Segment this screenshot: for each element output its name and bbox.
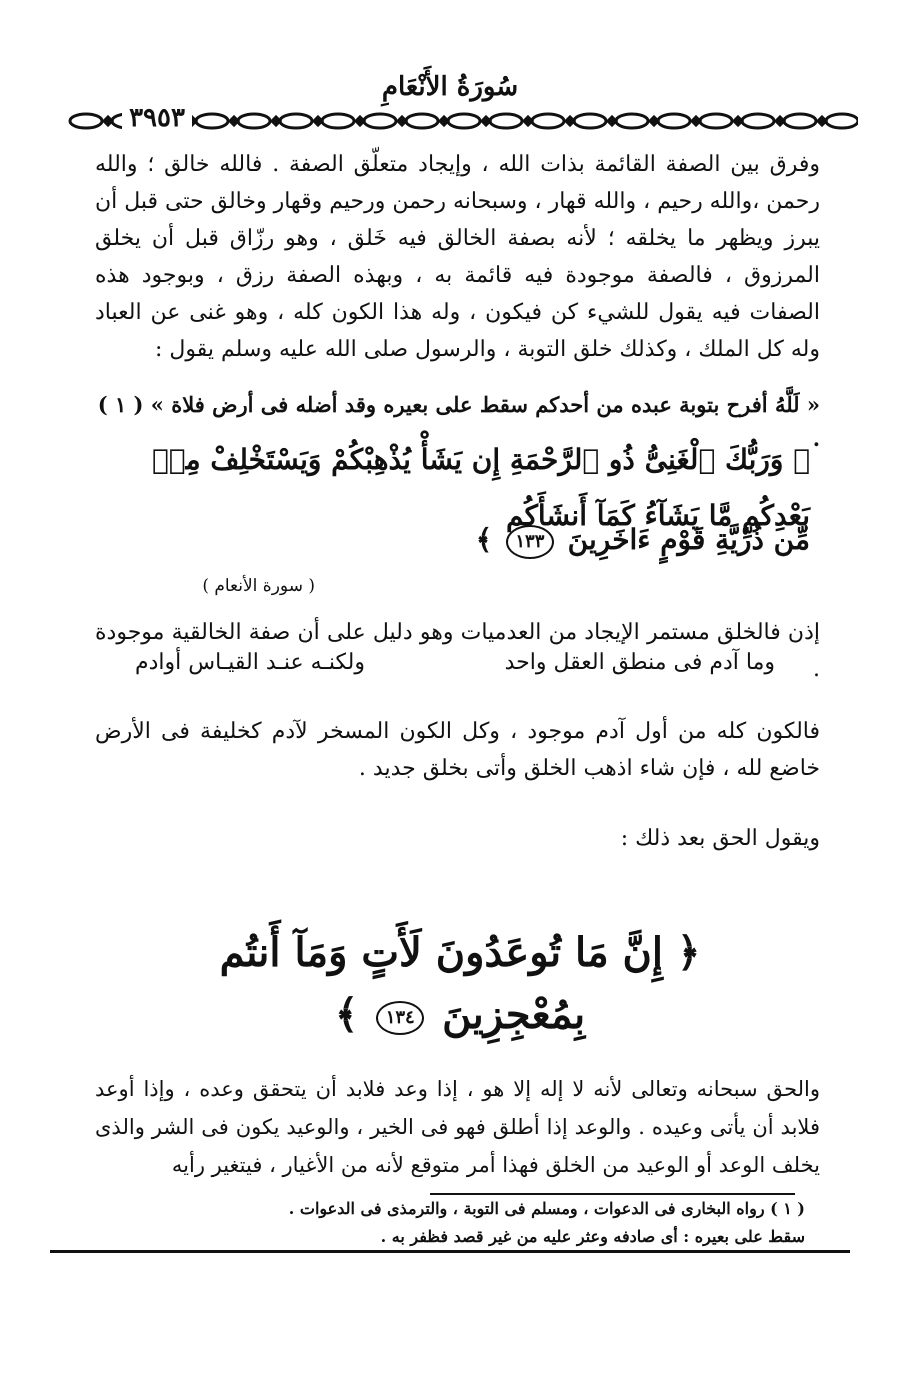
poem-hemistich-right: وما آدم فى منطق العقل واحد: [504, 650, 775, 675]
verse-133-line-2: [85, 512, 810, 568]
paragraph-1-text: وفرق بين الصفة القائمة بذات الله ، وإيجاد متعلّق الصفة . فالله خالق ؛ والله رحمن ،والله رحيم ، والله قهار ، وسبحانه رحمن ورحيم وقهار وخالق حتى قبل أن يبرز ويظهر ما يخلقه ؛ لأنه بصفة الخالق فيه خَلق ، وهو رزّاق قبل أن يخلق المرزوق ، فالصفة موجودة فيه قائمة به ، وبهذه الصفة رزق ، وبوجود هذه الصفات فيه يقول للشيء كن فيكون ، وله هذا الكون كله ، وهو غنى عن العباد وله كل الملك ، وكذلك خلق التوبة ، والرسول صلى الله عليه وسلم يقول :: [94, 152, 820, 362]
paragraph-3: [95, 713, 820, 787]
verse-134-line-1: ﴿ إِنَّ مَا تُوعَدُونَ لَأَتٍ وَمَآ أَنتُم: [219, 929, 701, 976]
poem-verse: [135, 650, 775, 675]
footnote-1: ( ١ ) رواه البخارى فى الدعوات ، ومسلم فى التوبة ، والترمذى فى الدعوات .: [288, 1199, 805, 1218]
paragraph-2-text: إذن فالخلق مستمر الإيجاد من العدميات وهو دليل على أن صفة الخالقية موجودة .: [95, 620, 820, 682]
paragraph-5: [95, 1070, 820, 1184]
verse-134-line-2: [150, 980, 770, 1050]
hadith-quote: « لَلَّهُ أفرح بتوبة عبده من أحدكم سقط على بعيره وقد أضله فى أرض فلاة » ( ١ ) .: [97, 392, 820, 451]
paragraph-3-text: فالكون كله من أول آدم موجود ، وكل الكون المسخر لآدم كخليفة فى الأرض خاضع لله ، فإن شاء اذهب الخلق وأتى بخلق جديد .: [95, 719, 820, 781]
page-number: ٣٩٥٣: [122, 98, 192, 138]
verse-133-text: مِّن ذُرِّيَّةِ قَوْمٍ ءَاخَرِينَ: [567, 523, 810, 556]
surah-title: سُورَةُ الأَنْعَامِ: [381, 72, 519, 102]
paragraph-1: [95, 146, 820, 368]
paragraph-4: [95, 820, 820, 857]
paragraph-4-text: ويقول الحق بعد ذلك :: [620, 826, 820, 851]
paragraph-5-text: والحق سبحانه وتعالى لأنه لا إله إلا هو ، إذا وعد فلابد أن يتحقق وعده ، وإذا أوعد فلابد أن يأتى وعيده . والوعد إذا أطلق فهو فى الخير ، والوعيد يكون فى الشر والذى يخلف الوعد أو الوعيد من الخلق فهذا أمر متوقع لأنه من الأغيار ، فيتغير رأيه: [95, 1077, 820, 1177]
footnotes: [105, 1195, 805, 1251]
verse-reference: ( سورة الأنعام ): [202, 576, 315, 596]
verse-close-bracket: ﴾: [475, 523, 493, 556]
bottom-rule: [50, 1250, 850, 1253]
verse-134-text: بِمُعْجِزِينَ: [442, 991, 586, 1038]
ayah-number-marker: ١٣٤: [376, 1001, 424, 1035]
ayah-number-marker: ١٣٣: [506, 525, 554, 559]
poem-hemistich-left: ولكنـه عنـد القيـاس أوادم: [135, 650, 365, 675]
verse-133-line-1: ﴿ وَرَبُّكَ ٱلْغَنِىُّ ذُو ٱلرَّحْمَةِ إِن يَشَأْ يُذْهِبْكُمْ وَيَسْتَخْلِفْ مِنۢ بَعْدِكُم مَّا يَشَآءُ كَمَآ أَنشَأَكُم: [152, 443, 810, 532]
verse-close-bracket: ﴾: [334, 991, 359, 1038]
footnote-2: سقط على بعيره : أى صادفه وعثر عليه من غير قصد فظفر به .: [380, 1227, 805, 1246]
